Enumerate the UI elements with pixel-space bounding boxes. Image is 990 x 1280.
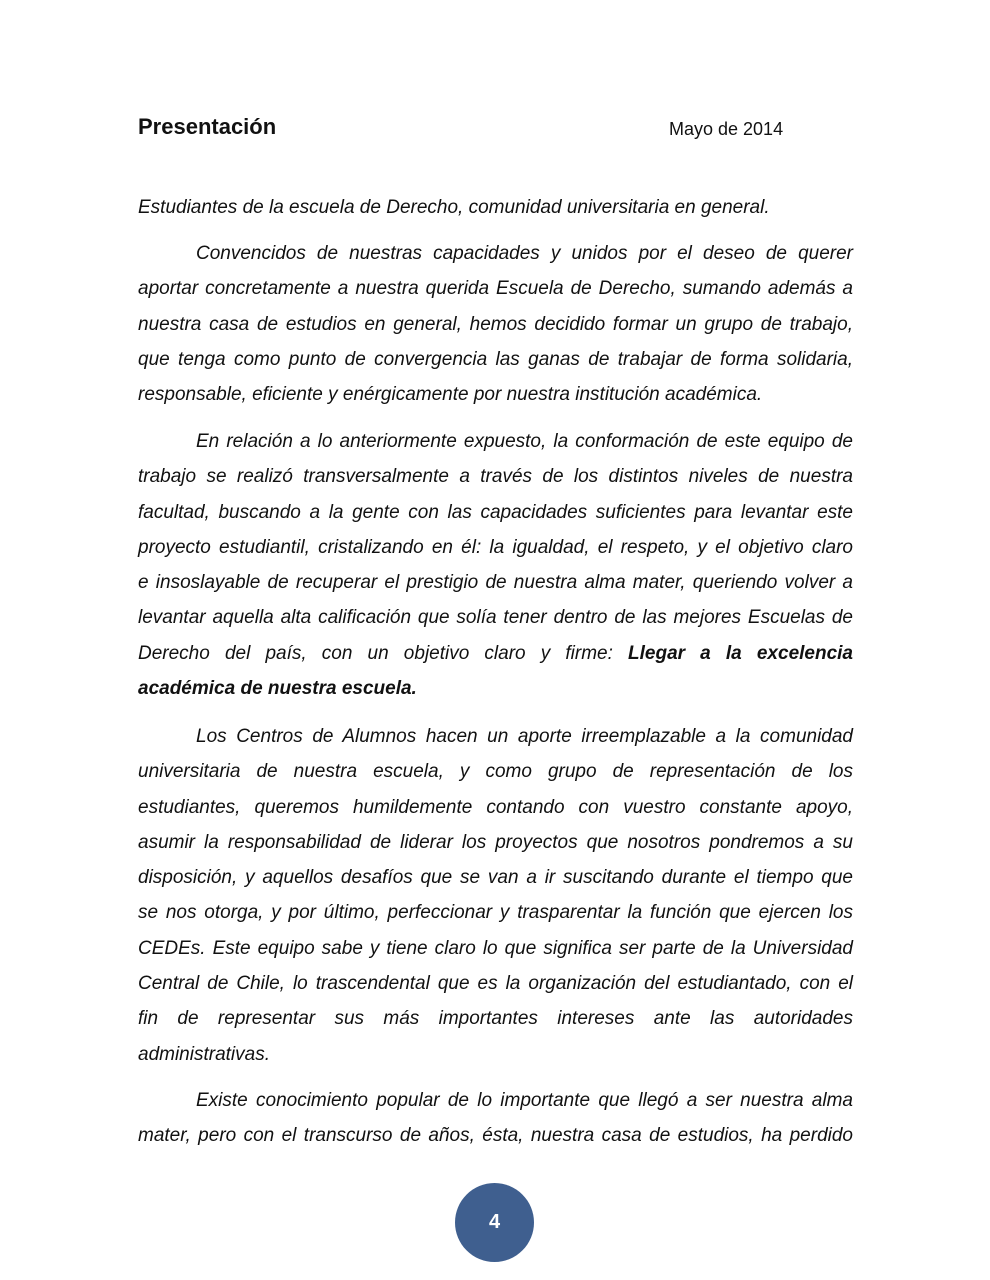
bold-text: académica de nuestra escuela. xyxy=(138,678,417,700)
text-segment: disposición, y aquellos desafíos que se van a ir suscitando durante el tiempo que xyxy=(138,867,853,889)
text-segment: aportar concretamente a nuestra querida Escuela de Derecho, sumando además a xyxy=(138,278,853,300)
paragraph xyxy=(138,190,853,225)
paragraph xyxy=(138,1083,853,1154)
text-segment: Los Centros de Alumnos hacen un aporte irreemplazable a la comunidad xyxy=(196,726,853,747)
text-segment: Derecho del país, con un objetivo claro y firme: xyxy=(138,642,629,664)
text-line xyxy=(138,754,853,789)
text-segment: administrativas. xyxy=(138,1043,270,1065)
text-line xyxy=(138,271,853,306)
text-segment: levantar aquella alta calificación que solía tener dentro de las mejores Escuelas de xyxy=(138,607,853,629)
text-line xyxy=(138,600,853,635)
text-segment: asumir la responsabilidad de liderar los proyectos que nosotros pondremos a su xyxy=(138,831,853,853)
text-segment: universitaria de nuestra escuela, y como grupo de representación de los xyxy=(138,761,853,783)
text-segment: e insoslayable de recuperar el prestigio de nuestra alma mater, queriendo volver a xyxy=(138,572,853,594)
text-segment: estudiantes, queremos humildemente contando con vuestro constante apoyo, xyxy=(138,796,853,818)
text-line xyxy=(138,307,853,342)
text-line xyxy=(138,860,853,895)
text-line xyxy=(138,966,853,1001)
text-line xyxy=(138,459,853,494)
text-segment: proyecto estudiantil, cristalizando en él: la igualdad, el respeto, y el objetivo claro xyxy=(138,536,853,558)
page-number-badge xyxy=(455,1183,534,1262)
text-segment: Convencidos de nuestras capacidades y unidos por el deseo de querer xyxy=(196,243,853,264)
text-segment: nuestra casa de estudios en general, hemos decidido formar un grupo de trabajo, xyxy=(138,313,853,335)
page-number: 4 xyxy=(488,1211,501,1233)
text-segment: facultad, buscando a la gente con las capacidades suficientes para levantar este xyxy=(138,501,853,523)
text-line xyxy=(138,377,853,412)
text-line xyxy=(138,495,853,530)
text-line xyxy=(138,530,853,565)
text-line xyxy=(138,1118,853,1153)
text-segment: Existe conocimiento popular de lo importante que llegó a ser nuestra alma xyxy=(196,1090,853,1111)
text-line xyxy=(138,895,853,930)
text-segment: se nos otorga, y por último, perfeccionar y trasparentar la función que ejercen los xyxy=(138,902,853,924)
text-line xyxy=(138,190,853,225)
text-line xyxy=(138,342,853,377)
paragraph xyxy=(138,719,853,1072)
page-title: Presentación xyxy=(138,114,277,139)
text-line xyxy=(138,636,853,671)
text-line xyxy=(138,790,853,825)
bold-text: Llegar a la excelencia xyxy=(628,642,854,664)
text-segment: trabajo se realizó transversalmente a través de los distintos niveles de nuestra xyxy=(138,466,853,488)
text-segment: En relación a lo anteriormente expuesto, la conformación de este equipo de xyxy=(196,431,853,452)
text-segment: que tenga como punto de convergencia las ganas de trabajar de forma solidaria, xyxy=(138,348,853,370)
text-line xyxy=(138,236,853,271)
text-line xyxy=(138,671,853,706)
text-line xyxy=(138,1083,853,1118)
text-line xyxy=(138,424,853,459)
document-date: Mayo de 2014 xyxy=(669,119,784,139)
text-segment: Central de Chile, lo trascendental que es la organización del estudiantado, con el xyxy=(138,973,853,995)
text-segment: responsable, eficiente y enérgicamente por nuestra institución académica. xyxy=(138,384,763,406)
text-segment: Estudiantes de la escuela de Derecho, comunidad universitaria en general. xyxy=(138,197,770,218)
text-segment: mater, pero con el transcurso de años, ésta, nuestra casa de estudios, ha perdido xyxy=(138,1125,853,1147)
paragraph xyxy=(138,424,853,706)
text-line xyxy=(138,565,853,600)
text-line xyxy=(138,1001,853,1036)
text-line xyxy=(138,719,853,754)
text-line xyxy=(138,1037,853,1072)
text-line xyxy=(138,931,853,966)
text-line xyxy=(138,825,853,860)
paragraph xyxy=(138,236,853,412)
text-segment: CEDEs. Este equipo sabe y tiene claro lo que significa ser parte de la Universidad xyxy=(138,937,853,959)
text-segment: fin de representar sus más importantes intereses ante las autoridades xyxy=(138,1008,853,1030)
